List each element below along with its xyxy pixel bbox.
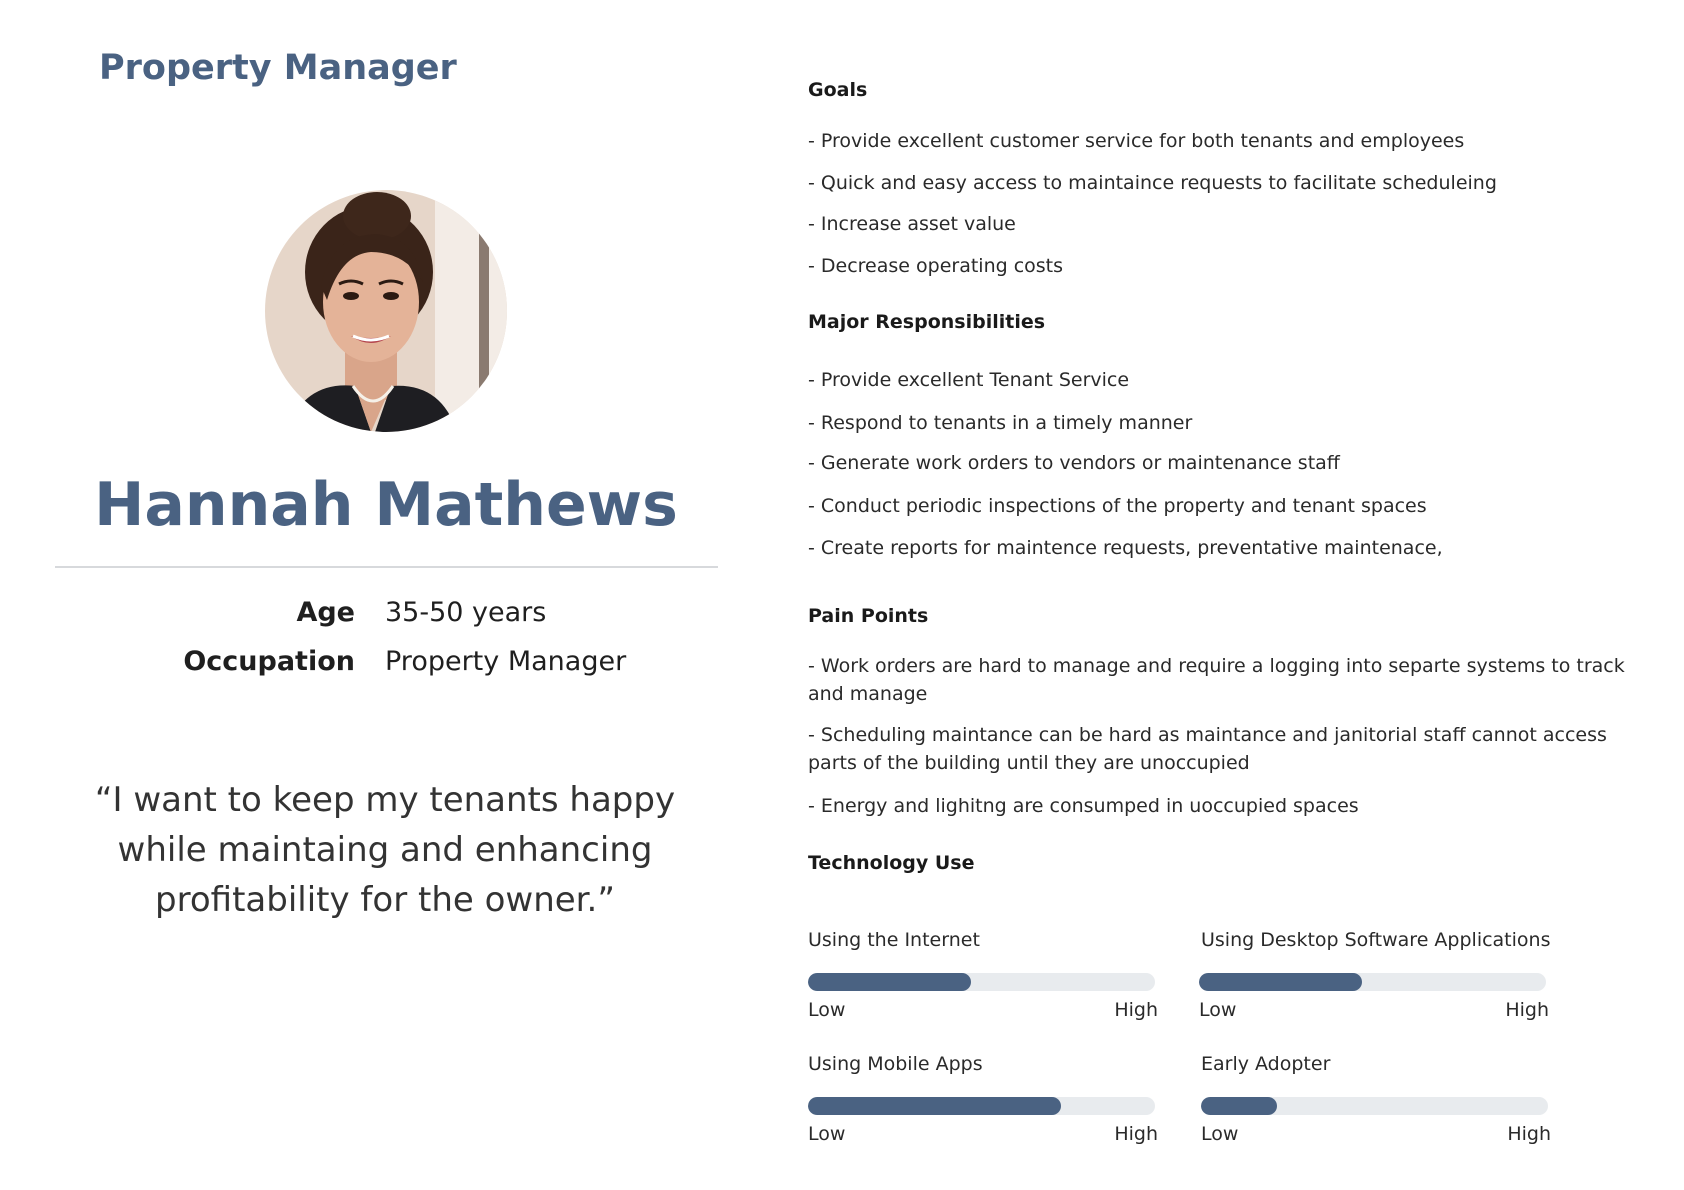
tech-meter-fill (808, 1097, 1061, 1115)
persona-details-panel (808, 0, 1638, 1190)
goal-item: - Increase asset value (808, 213, 1016, 235)
tech-meter-track (1199, 973, 1546, 991)
responsibility-item: - Provide excellent Tenant Service (808, 369, 1130, 391)
avatar-portrait-image (265, 190, 507, 432)
tech-meter-fill (1199, 973, 1362, 991)
tech-meter-fill (808, 973, 971, 991)
pain-point-item: - Energy and lighitng are consumped in uoccupied spaces (808, 795, 1359, 817)
tech-meter-low-label: Low (808, 1123, 846, 1145)
tech-meter-label: Early Adopter (1201, 1053, 1331, 1075)
tech-meter-high-label: High (1507, 1123, 1551, 1145)
responsibility-item: - Create reports for maintence requests, preventative maintenace, (808, 537, 1443, 559)
fact-row-occupation (55, 646, 717, 695)
responsibilities-heading: Major Responsibilities (808, 311, 1046, 333)
avatar (265, 190, 507, 432)
pain-point-item: - Work orders are hard to manage and require a logging into separte systems to track and manage (808, 655, 1625, 705)
tech-meter-track (1201, 1097, 1548, 1115)
fact-value-occupation: Property Manager (385, 646, 627, 677)
tech-meter-high-label: High (1505, 999, 1549, 1021)
fact-value-age: 35-50 years (385, 597, 547, 628)
tech-meter-mobile-apps (808, 1053, 1158, 1163)
tech-meter-internet (808, 929, 1158, 1039)
technology-heading: Technology Use (808, 852, 975, 874)
role-title: Property Manager (99, 48, 457, 88)
goal-item: - Quick and easy access to maintaince requests to facilitate scheduleing (808, 172, 1497, 194)
tech-meter-track (808, 973, 1155, 991)
tech-meter-label: Using Mobile Apps (808, 1053, 983, 1075)
tech-meter-early-adopter (1201, 1053, 1551, 1163)
tech-meter-low-label: Low (1201, 1123, 1239, 1145)
pain-point-item: - Scheduling maintance can be hard as maintance and janitorial staff cannot access parts of the building until they are unoccupied (808, 724, 1607, 774)
responsibility-item: - Generate work orders to vendors or maintenance staff (808, 452, 1340, 474)
tech-meter-low-label: Low (1199, 999, 1237, 1021)
tech-meter-low-label: Low (808, 999, 846, 1021)
tech-meter-high-label: High (1114, 999, 1158, 1021)
fact-row-age (55, 597, 717, 646)
fact-label-occupation: Occupation (183, 646, 355, 677)
pain-points-heading: Pain Points (808, 605, 929, 627)
persona-name: Hannah Mathews (94, 470, 678, 540)
divider (55, 566, 718, 568)
persona-facts (55, 597, 717, 695)
tech-meter-track (808, 1097, 1155, 1115)
goal-item: - Decrease operating costs (808, 255, 1064, 277)
goal-item: - Provide excellent customer service for both tenants and employees (808, 130, 1465, 152)
responsibility-item: - Conduct periodic inspections of the property and tenant spaces (808, 495, 1427, 517)
responsibility-item: - Respond to tenants in a timely manner (808, 412, 1193, 434)
tech-meter-high-label: High (1114, 1123, 1158, 1145)
persona-quote: “I want to keep my tenants happy while maintaing and enhancing profitability for the owner.” (94, 780, 676, 920)
goals-heading: Goals (808, 79, 868, 101)
tech-meter-label: Using Desktop Software Applications (1201, 929, 1551, 951)
tech-meter-desktop-software (1199, 929, 1549, 1039)
tech-meter-fill (1201, 1097, 1277, 1115)
tech-meter-label: Using the Internet (808, 929, 980, 951)
fact-label-age: Age (296, 597, 355, 628)
persona-summary-panel (0, 0, 770, 1190)
